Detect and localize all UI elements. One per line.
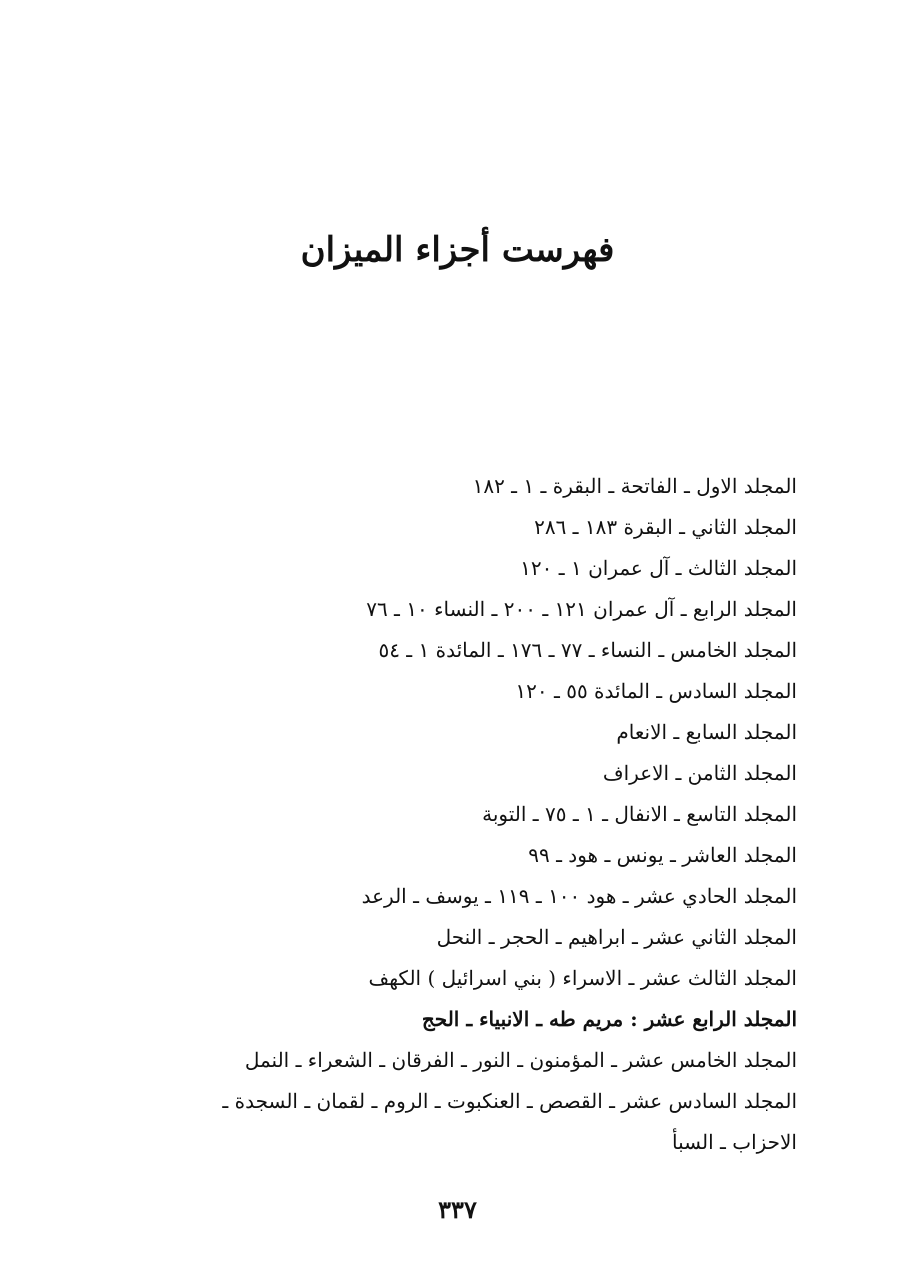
page-title: فهرست أجزاء الميزان bbox=[300, 230, 615, 270]
toc-entry: المجلد الثامن ـ الاعراف bbox=[602, 761, 797, 785]
toc-entry: المجلد الحادي عشر ـ هود ١٠٠ ـ ١١٩ ـ يوسف ـ الرعد bbox=[361, 884, 797, 908]
toc-entry: المجلد الرابع ـ آل عمران ١٢١ ـ ٢٠٠ ـ النساء ١٠ ـ ٧٦ bbox=[366, 597, 797, 621]
toc-entry: المجلد السادس عشر ـ القصص ـ العنكبوت ـ الروم ـ لقمان ـ السجدة ـ bbox=[222, 1089, 797, 1113]
toc-entry: المجلد الرابع عشر : مريم طه ـ الانبياء ـ الحج bbox=[421, 1007, 797, 1031]
toc-entry: المجلد الثاني ـ البقرة ١٨٣ ـ ٢٨٦ bbox=[534, 515, 797, 539]
toc-entry: المجلد الاول ـ الفاتحة ـ البقرة ـ ١ ـ ١٨٢ bbox=[472, 474, 797, 498]
toc-entry: المجلد الخامس ـ النساء ـ ٧٧ ـ ١٧٦ ـ المائدة ١ ـ ٥٤ bbox=[378, 638, 797, 662]
table-of-contents bbox=[97, 466, 797, 1163]
toc-entry: المجلد الخامس عشر ـ المؤمنون ـ النور ـ الفرقان ـ الشعراء ـ النمل bbox=[244, 1048, 797, 1072]
toc-entry: المجلد السادس ـ المائدة ٥٥ ـ ١٢٠ bbox=[515, 679, 797, 703]
page-number: ٣٣٧ bbox=[438, 1195, 477, 1224]
toc-entry: المجلد التاسع ـ الانفال ـ ١ ـ ٧٥ ـ التوبة bbox=[482, 802, 797, 826]
toc-entry: المجلد السابع ـ الانعام bbox=[616, 720, 797, 744]
toc-entry: المجلد العاشر ـ يونس ـ هود ـ ٩٩ bbox=[528, 843, 797, 867]
toc-entry: الاحزاب ـ السبأ bbox=[672, 1130, 797, 1154]
toc-entry: المجلد الثاني عشر ـ ابراهيم ـ الحجر ـ النحل bbox=[436, 925, 797, 949]
toc-entry: المجلد الثالث عشر ـ الاسراء ( بني اسرائيل ) الكهف bbox=[368, 966, 797, 990]
toc-entry: المجلد الثالث ـ آل عمران ١ ـ ١٢٠ bbox=[520, 556, 797, 580]
